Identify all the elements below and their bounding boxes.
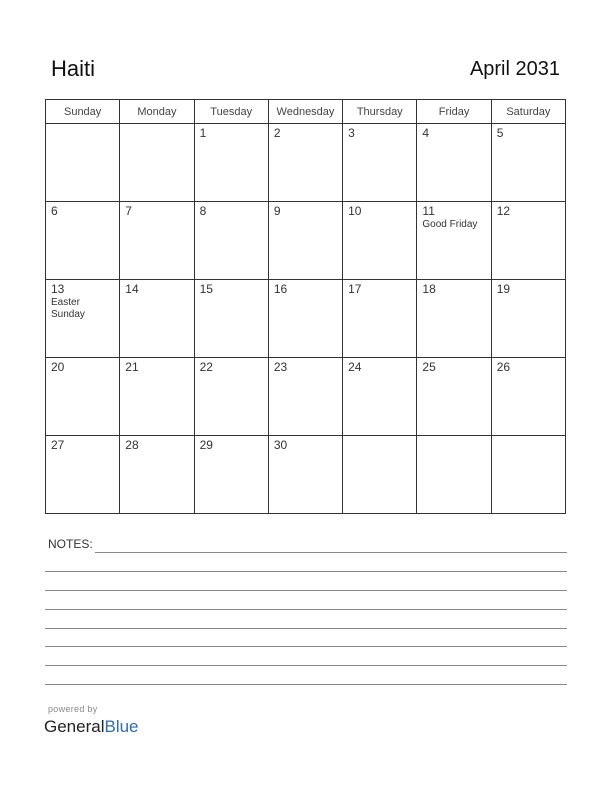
day-number: 25 xyxy=(422,360,436,374)
logo-general-text: General xyxy=(44,717,105,736)
note-line xyxy=(45,571,567,572)
day-number: 30 xyxy=(273,438,288,452)
note-line xyxy=(45,628,567,629)
day-number: 15 xyxy=(199,282,213,296)
logo-blue-text: Blue xyxy=(104,717,139,736)
weekday-header: Friday xyxy=(417,100,491,124)
weekday-header: Thursday xyxy=(343,100,417,124)
day-cell xyxy=(194,202,268,280)
week-row xyxy=(46,280,566,358)
day-number: 8 xyxy=(199,204,207,218)
day-number: 6 xyxy=(51,204,58,218)
generalblue-logo xyxy=(44,717,139,737)
day-cell xyxy=(120,124,194,202)
day-cell xyxy=(120,436,194,514)
day-cell xyxy=(417,202,491,280)
day-cell xyxy=(268,124,342,202)
month-year-title: April 2031 xyxy=(469,58,560,80)
day-cell xyxy=(343,124,417,202)
day-cell xyxy=(46,358,120,436)
week-row xyxy=(46,202,566,280)
day-number: 17 xyxy=(348,282,362,296)
day-number: 21 xyxy=(125,360,139,374)
day-number: 5 xyxy=(496,126,504,140)
day-number: 9 xyxy=(273,204,281,218)
day-cell xyxy=(268,436,342,514)
day-number: 28 xyxy=(125,438,139,452)
day-cell xyxy=(417,280,491,358)
note-line xyxy=(45,684,567,685)
day-cell xyxy=(268,280,342,358)
day-number: 11 xyxy=(422,204,435,218)
weekday-header: Monday xyxy=(120,100,194,124)
day-cell xyxy=(417,124,491,202)
day-cell xyxy=(491,202,565,280)
weekday-header: Tuesday xyxy=(194,100,268,124)
day-number: 23 xyxy=(273,360,288,374)
day-number: 3 xyxy=(348,126,355,140)
day-number: 1 xyxy=(199,126,207,140)
day-number: 26 xyxy=(496,360,511,374)
day-cell xyxy=(268,202,342,280)
day-cell xyxy=(46,124,120,202)
week-row xyxy=(46,436,566,514)
day-number: 24 xyxy=(348,360,362,374)
day-cell xyxy=(120,358,194,436)
day-cell xyxy=(343,436,417,514)
day-cell xyxy=(343,358,417,436)
weekday-header: Sunday xyxy=(46,100,120,124)
day-number: 10 xyxy=(348,204,362,218)
country-title: Haiti xyxy=(51,56,96,81)
day-cell xyxy=(46,202,120,280)
day-cell xyxy=(194,358,268,436)
day-cell xyxy=(194,124,268,202)
day-number: 14 xyxy=(125,282,139,296)
calendar-grid xyxy=(45,99,566,514)
day-cell xyxy=(491,436,565,514)
powered-by-text: powered by xyxy=(48,704,98,714)
day-cell xyxy=(343,280,417,358)
day-number: 16 xyxy=(273,282,288,296)
day-number: 13 xyxy=(51,282,65,296)
holiday-label: Good Friday xyxy=(422,219,478,230)
day-cell xyxy=(46,436,120,514)
week-row xyxy=(46,358,566,436)
day-cell xyxy=(194,436,268,514)
note-line xyxy=(95,552,567,553)
day-cell xyxy=(491,124,565,202)
day-number: 18 xyxy=(422,282,436,296)
day-cell xyxy=(120,280,194,358)
day-cell xyxy=(194,280,268,358)
day-number: 20 xyxy=(51,360,65,374)
day-number: 22 xyxy=(199,360,213,374)
note-line xyxy=(45,609,567,610)
note-line xyxy=(45,590,567,591)
holiday-label: Easter Sunday xyxy=(51,297,85,320)
day-number: 12 xyxy=(496,204,511,218)
day-number: 19 xyxy=(496,282,511,296)
note-line xyxy=(45,646,567,647)
note-line xyxy=(45,665,567,666)
weekday-header-row xyxy=(46,100,566,124)
day-cell xyxy=(491,280,565,358)
day-cell xyxy=(491,358,565,436)
week-row xyxy=(46,124,566,202)
day-cell xyxy=(417,358,491,436)
day-number: 4 xyxy=(422,126,430,140)
day-cell xyxy=(120,202,194,280)
day-number: 2 xyxy=(273,126,281,140)
day-number: 27 xyxy=(51,438,65,452)
day-cell xyxy=(268,358,342,436)
day-number: 29 xyxy=(199,438,213,452)
weekday-header: Saturday xyxy=(491,100,565,124)
day-cell xyxy=(343,202,417,280)
day-cell xyxy=(46,280,120,358)
day-cell xyxy=(417,436,491,514)
weekday-header: Wednesday xyxy=(268,100,342,124)
day-number: 7 xyxy=(125,204,132,218)
notes-label: NOTES: xyxy=(48,537,93,551)
